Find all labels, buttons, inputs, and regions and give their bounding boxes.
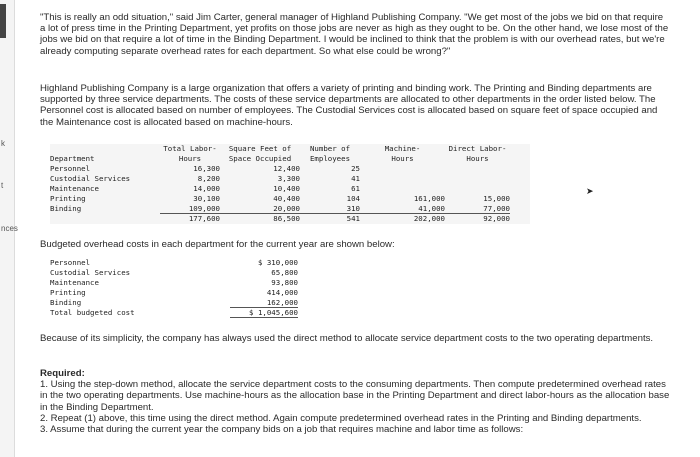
header-department: Department bbox=[50, 154, 95, 163]
header-employees-1: Number of bbox=[309, 144, 351, 153]
edge-fragment-nces: nces bbox=[1, 224, 18, 233]
required-section bbox=[40, 368, 670, 435]
required-item-1: 1. Using the step-down method, allocate the service department costs to the consuming departments. Then compute predetermined overhead rates in the two operating departments. Use machine-hours as the allocation base in the Printing Department and direct labor-hours as the allocation base in the Binding Department. bbox=[40, 379, 670, 413]
header-machine-hours-1: Machine- bbox=[384, 144, 421, 153]
table-row-binding: Binding 109,000 20,000 310 41,000 77,000 bbox=[50, 204, 510, 213]
table-header-row-2 bbox=[50, 154, 530, 164]
header-machine-hours-2: Hours bbox=[391, 154, 414, 163]
intro-paragraph: Highland Publishing Company is a large organization that offers a variety of printing and binding work. The Printing and Binding departments are supported by three service departments. The costs of these service departments are allocated to other departments in the order listed below. The Personnel cost is allocated based on number of employees. The Custodial Services cost is allocated based on square feet of space occupied and the Maintenance cost is allocated based on machine-hours. bbox=[40, 83, 658, 128]
table-row-maintenance: Maintenance 14,000 10,400 61 bbox=[50, 184, 360, 193]
department-data-table bbox=[50, 144, 530, 224]
required-title: Required: bbox=[40, 368, 85, 379]
edge-fragment-k: k bbox=[1, 139, 5, 148]
header-direct-labor-hours-1: Direct Labor- bbox=[448, 144, 507, 153]
budget-row-custodial: Custodial Services 65,800 bbox=[50, 268, 298, 277]
table-row-custodial: Custodial Services 8,200 3,300 41 bbox=[50, 174, 360, 183]
budget-row-personnel: Personnel $ 310,000 bbox=[50, 258, 298, 267]
header-total-labor-hours-2: Hours bbox=[178, 154, 202, 163]
left-sidebar-strip bbox=[0, 0, 18, 457]
table-row-printing: Printing 30,100 40,400 104 161,000 15,000 bbox=[50, 194, 510, 203]
table-row-personnel: Personnel 16,300 12,400 25 bbox=[50, 164, 360, 173]
sidebar-marker bbox=[0, 4, 6, 38]
budget-row-printing: Printing 414,000 bbox=[50, 288, 298, 297]
edge-fragment-t: t bbox=[1, 181, 4, 190]
table-header-row-1 bbox=[50, 144, 530, 154]
budget-row-maintenance: Maintenance 93,800 bbox=[50, 278, 298, 287]
budget-row-binding: Binding 162,000 bbox=[50, 298, 298, 307]
budget-table bbox=[50, 258, 300, 318]
quote-paragraph: "This is really an odd situation," said Jim Carter, general manager of Highland Publishing Company. "We get most of the jobs we bid on that require a lot of press time in the Printing Department, yet profits on those jobs are never as high as they ought to be. On the other hand, we lose most of the jobs we bid on that require a lot of time in the Binding Department. I would be inclined to think that the problem is with our overhead rates, but we're already computing separate overhead rates for each department. So what else could be wrong?" bbox=[40, 12, 669, 57]
cursor-arrow-icon: ➤ bbox=[586, 186, 594, 196]
table-row-total: 177,600 86,500 541 202,000 92,000 bbox=[188, 214, 510, 223]
header-total-labor-hours-1: Total Labor- bbox=[163, 144, 217, 153]
budget-row-total: Total budgeted cost $ 1,045,600 bbox=[50, 308, 298, 317]
header-direct-labor-hours-2: Hours bbox=[466, 154, 489, 163]
header-square-feet-1: Square Feet of bbox=[228, 144, 292, 153]
required-item-3: 3. Assume that during the current year the company bids on a job that requires machine and labor time as follows: bbox=[40, 424, 524, 436]
budget-heading: Budgeted overhead costs in each department for the current year are shown below: bbox=[40, 239, 395, 250]
header-square-feet-2: Space Occupied bbox=[228, 154, 292, 163]
header-employees-2: Employees bbox=[309, 154, 351, 163]
direct-method-paragraph: Because of its simplicity, the company has always used the direct method to allocate service department costs to the two operating departments. bbox=[40, 333, 654, 344]
required-item-2: 2. Repeat (1) above, this time using the direct method. Again compute predetermined overhead rates in the Printing and Binding departments. bbox=[40, 412, 642, 424]
